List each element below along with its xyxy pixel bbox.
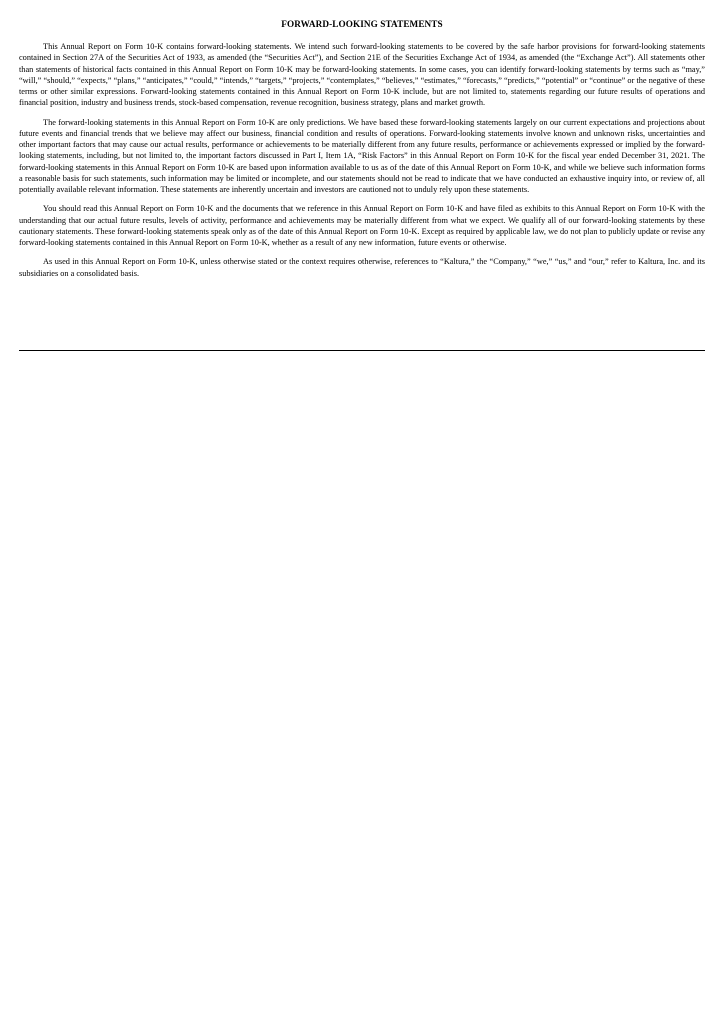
- paragraph-predictions: The forward-looking statements in this Annual Report on Form 10-K are only predictions. We have based these forward-looking statements largely on our current expectations and projections about future events and financial trends that we believe may affect our business, financial condition and results of operations. Forward-looking statements involve known and unknown risks, uncertainties and other important factors that may cause our actual results, performance or achievements to be materially different from any future results, performance or achievements expressed or implied by the forward-looking statements, including, but not limited to, the important factors discussed in Part I, Item 1A, “Risk Factors” in this Annual Report on Form 10-K for the fiscal year ended December 31, 2021. The forward-looking statements in this Annual Report on Form 10-K are based upon information available to us as of the date of this Annual Report on Form 10-K, and while we believe such information forms a reasonable basis for such statements, such information may be limited or incomplete, and our statements should not be read to indicate that we have conducted an exhaustive inquiry into, or review of, all potentially available relevant information. These statements are inherently uncertain and investors are cautioned not to unduly rely upon these statements.: [19, 117, 705, 194]
- page-divider: [19, 350, 705, 351]
- document-page: [19, 18, 705, 287]
- paragraph-definitions: As used in this Annual Report on Form 10-K, unless otherwise stated or the context requires otherwise, references to “Kaltura,” the “Company,” “we,” “us,” and “our,” refer to Kaltura, Inc. and its subsidiaries on a consolidated basis.: [19, 257, 705, 278]
- paragraph-read-with-understanding: You should read this Annual Report on Form 10-K and the documents that we reference in this Annual Report on Form 10-K and have filed as exhibits to this Annual Report on Form 10-K with the understanding that our actual future results, levels of activity, performance and achievements may be materially different from what we expect. We qualify all of our forward-looking statements by these cautionary statements. These forward-looking statements speak only as of the date of this Annual Report on Form 10-K. Except as required by applicable law, we do not plan to publicly update or revise any forward-looking statements contained in this Annual Report on Form 10-K, whether as a result of any new information, future events or otherwise.: [19, 204, 705, 247]
- paragraph-safe-harbor: This Annual Report on Form 10-K contains forward-looking statements. We intend such forward-looking statements to be covered by the safe harbor provisions for forward-looking statements contained in Section 27A of the Securities Act of 1933, as amended (the “Securities Act”), and Section 21E of the Securities Exchange Act of 1934, as amended (the “Exchange Act”). All statements other than statements of historical facts contained in this Annual Report on Form 10-K may be forward-looking statements. In some cases, you can identify forward-looking statements by terms such as “may,” “will,” “should,” “expects,” “plans,” “anticipates,” “could,” “intends,” “targets,” “projects,” “contemplates,” “believes,” “estimates,” “forecasts,” “predicts,” “potential” or “continue” or the negative of these terms or other similar expressions. Forward-looking statements contained in this Annual Report on Form 10-K include, but are not limited to, statements regarding our future results of operations and financial position, industry and business trends, stock-based compensation, revenue recognition, business strategy, plans and market growth.: [19, 42, 705, 108]
- page-title: FORWARD-LOOKING STATEMENTS: [281, 19, 443, 29]
